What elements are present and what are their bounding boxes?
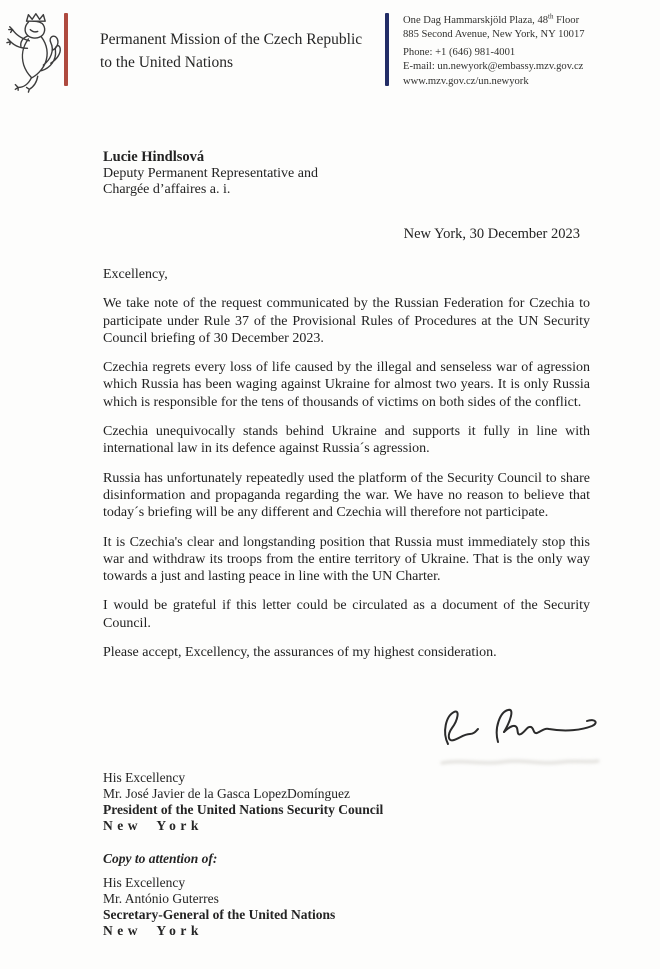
paragraph: Czechia unequivocally stands behind Ukraine and supports it fully in line with international law in its defence against Russia´s agression. (103, 424, 590, 457)
address-line-2: 885 Second Avenue, New York, NY 10017 (403, 29, 585, 41)
paragraph: It is Czechia's clear and longstanding position that Russia must immediately stop this war and withdraw its troops from the entire territory of Ukraine. That is the only way towards a just and lasting peace in line with the UN Charter. (103, 534, 590, 585)
mission-name (100, 28, 380, 74)
address-line-1-pre: One Dag Hammarskjöld Plaza, 48 (403, 15, 549, 26)
copy-city: New York (103, 923, 203, 938)
closing-line: Please accept, Excellency, the assurances of my highest consideration. (103, 645, 497, 661)
recipient-city: New York (103, 818, 203, 833)
mission-name-line2: to the United Nations (100, 54, 234, 71)
address-line-1 (403, 14, 653, 28)
czech-lion-emblem-icon (6, 10, 62, 94)
copy-line3: Secretary-General of the United Nations (103, 907, 336, 922)
copy-line2: Mr. António Guterres (103, 891, 219, 906)
paragraph: We take note of the request communicated by the Russian Federation for Czechia to participate under Rule 37 of the Provisional Rules of Procedures at the UN Security Council briefing of 30 December 2023. (103, 296, 590, 346)
sender-name: Lucie Hindlsová (103, 149, 205, 165)
copy-line1: His Excellency (103, 875, 186, 890)
mission-name-line1: Permanent Mission of the Czech Republic (100, 31, 363, 48)
signature-handwriting (420, 698, 615, 760)
paragraph: Czechia regrets every loss of life caused by the illegal and senseless war of agression which Russia has been waging against Ukraine for almost two years. It is only Russia which is responsible for the tens of thousands of victims on both sides of the conflict. (103, 360, 590, 410)
salutation: Excellency, (103, 267, 168, 282)
blue-divider-bar (385, 13, 389, 86)
red-divider-bar (64, 13, 68, 86)
sender-title-line2: Chargée d’affaires a. i. (103, 182, 231, 197)
sender-title-line1: Deputy Permanent Representative and (103, 165, 318, 181)
website-line: www.mzv.gov.cz/un.newyork (403, 75, 529, 87)
sender-block (103, 149, 318, 199)
signature-ghost-smudge (440, 756, 600, 768)
paragraph: I would be grateful if this letter could be circulated as a document of the Security Council. (103, 598, 590, 631)
paragraph: Russia has unfortunately repeatedly used the platform of the Security Council to share disinformation and propaganda regarding the war. We have no reason to believe that today´s briefing will be any different and Czechia will therefore not participate. (103, 470, 590, 521)
dateline: New York, 30 December 2023 (403, 226, 580, 242)
copy-heading: Copy to attention of: (103, 851, 218, 866)
recipient-line3: President of the United Nations Security Council (103, 802, 384, 817)
recipient-line2: Mr. José Javier de la Gasca LopezDomínguez (103, 786, 351, 801)
copy-block (103, 875, 335, 939)
email-line: E-mail: un.newyork@embassy.mzv.gov.cz (403, 61, 584, 73)
address-block (403, 14, 653, 89)
phone-line: Phone: +1 (646) 981-4001 (403, 46, 516, 58)
address-line-1-sup: th (548, 12, 554, 21)
letter-body (103, 266, 590, 661)
address-line-1-post: Floor (553, 15, 580, 26)
recipient-block (103, 770, 383, 834)
recipient-line1: His Excellency (103, 770, 186, 785)
